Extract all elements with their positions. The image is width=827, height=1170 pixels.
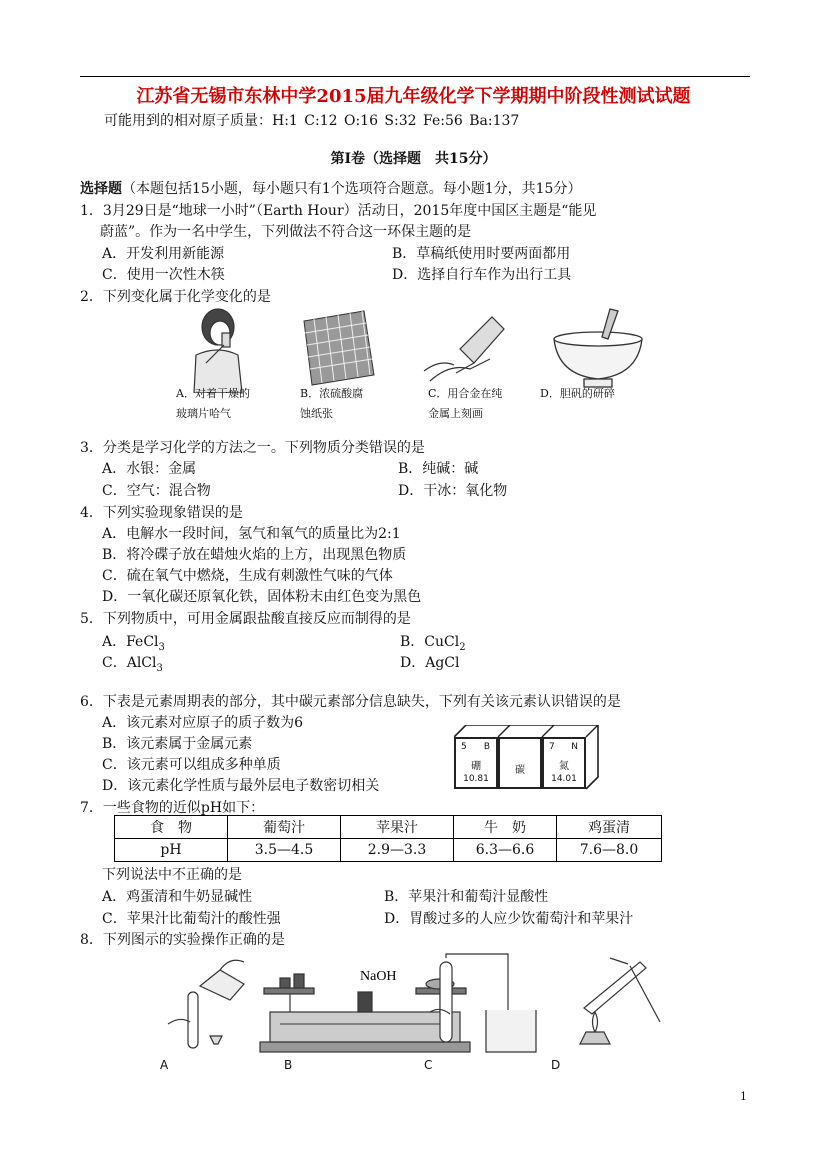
- table-cell: 食 物: [115, 816, 228, 839]
- table-cell: 葡萄汁: [228, 816, 341, 839]
- q6-option-b: B．该元素属于金属元素: [102, 736, 253, 752]
- cell-symbol: B: [483, 742, 490, 752]
- q3-stem: 3．分类是学习化学的方法之一。下列物质分类错误的是: [80, 440, 425, 456]
- table-cell: 鸡蛋清: [557, 816, 662, 839]
- airtight-check-picture: [430, 954, 536, 1052]
- cell-name: 碳: [515, 765, 525, 776]
- table-cell: 牛 奶: [454, 816, 557, 839]
- table-cell: pH: [115, 839, 228, 862]
- q8-stem: 8．下列图示的实验操作正确的是: [80, 932, 285, 948]
- cell-name: 氮: [559, 761, 569, 772]
- q8-label-c: C: [424, 1058, 433, 1072]
- heating-tube-picture: [580, 958, 660, 1044]
- q5-option-b: [400, 631, 466, 653]
- table-cell: 7.6—8.0: [557, 839, 662, 862]
- q1-option-a: A．开发利用新能源: [102, 246, 225, 262]
- q2-caption-c-line2: 金属上刻画: [428, 407, 483, 420]
- naoh-label: NaOH: [360, 969, 397, 984]
- q7-option-d: D．胃酸过多的人应少饮葡萄汁和苹果汁: [384, 911, 634, 927]
- intro-text: （本题包括15小题，每小题只有1个选项符合题意。每小题1分，共15分）: [122, 181, 582, 197]
- q6-option-a: A．该元素对应原子的质子数为6: [102, 715, 304, 731]
- page-title: 江苏省无锡市东林中学2015届九年级化学下学期期中阶段性测试试题: [136, 86, 691, 107]
- q8-label-d: D: [551, 1058, 561, 1072]
- table-cell: 6.3—6.6: [454, 839, 557, 862]
- section-title: 第Ⅰ卷（选择题 共15分）: [330, 151, 497, 167]
- q2-caption-b-line1: B．浓硫酸腐: [300, 387, 364, 400]
- mortar-pestle-picture: [554, 309, 642, 387]
- q2-caption-a: [176, 384, 250, 424]
- intro: [80, 178, 581, 198]
- q3-option-d: D．干冰：氧化物: [398, 483, 508, 499]
- q1-option-b: B．草稿纸使用时要两面都用: [392, 246, 571, 262]
- q2-caption-b-line2: 蚀纸张: [300, 407, 333, 420]
- cell-name: 硼: [471, 761, 481, 772]
- q8-illustrations: [160, 952, 670, 1062]
- q3-option-c: C．空气：混合物: [102, 483, 211, 499]
- table-row: [115, 839, 662, 862]
- page-number: 1: [740, 1090, 747, 1103]
- q8-label-a: A: [160, 1058, 169, 1072]
- ph-table: [114, 815, 662, 862]
- q4-option-a: A．电解水一段时间，氢气和氧气的质量比为2:1: [102, 526, 401, 542]
- q2-illustrations: [176, 305, 656, 393]
- q5-option-c: [102, 652, 163, 674]
- q7-option-a: A．鸡蛋清和牛奶显碱性: [102, 889, 253, 905]
- cell-number: 7: [549, 742, 555, 752]
- q2-caption-d-line1: D．胆矾的研碎: [540, 387, 615, 400]
- corroded-paper-picture: [304, 311, 374, 385]
- q6-option-c: C．该元素可以组成多种单质: [102, 757, 281, 773]
- q4-option-d: D．一氧化碳还原氧化铁，固体粉末由红色变为黑色: [102, 589, 422, 605]
- cell-mass: 10.81: [463, 774, 489, 784]
- q5-stem: 5．下列物质中，可用金属跟盐酸直接反应而制得的是: [80, 611, 411, 627]
- q7-option-c: C．苹果汁比葡萄汁的酸性强: [102, 911, 281, 927]
- q7-option-b: B．苹果汁和葡萄汁显酸性: [384, 889, 549, 905]
- alloy-scratch-picture: [424, 317, 504, 381]
- q3-option-a: A．水银：金属: [102, 461, 197, 477]
- table-cell: 2.9—3.3: [341, 839, 454, 862]
- q2-caption-b: [300, 384, 363, 424]
- intro-label: 选择题: [80, 181, 122, 197]
- q6-option-d: D．该元素化学性质与最外层电子数密切相关: [102, 778, 380, 794]
- q5-option-b-sub: 2: [459, 641, 466, 653]
- q2-caption-a-line2: 玻璃片哈气: [176, 407, 231, 420]
- q5-option-a: [102, 631, 165, 653]
- q1-stem-line2: 蔚蓝”。作为一名中学生，下列做法不符合这一环保主题的是: [100, 224, 472, 240]
- q2-caption-d: [540, 384, 615, 404]
- q1-option-d: D．选择自行车作为出行工具: [392, 267, 572, 283]
- q1-option-c: C．使用一次性木筷: [102, 267, 225, 283]
- atomic-masses: 可能用到的相对原子质量：H:1 C:12 O:16 S:32 Fe:56 Ba:137: [104, 113, 520, 129]
- q8-label-b: B: [284, 1058, 293, 1072]
- q5-option-d: D．AgCl: [400, 655, 460, 671]
- q5-option-a-sub: 3: [158, 641, 165, 653]
- q2-caption-c: [428, 384, 502, 424]
- q3-option-b: B．纯碱：碱: [398, 461, 479, 477]
- q4-stem: 4．下列实验现象错误的是: [80, 505, 243, 521]
- cell-number: 5: [461, 742, 467, 752]
- table-cell: 苹果汁: [341, 816, 454, 839]
- table-row: [115, 816, 662, 839]
- q4-option-c: C．硫在氧气中燃烧，生成有刺激性气味的气体: [102, 568, 393, 584]
- q7-stem: 7．一些食物的近似pH如下：: [80, 800, 265, 816]
- girl-breathing-picture: [194, 309, 242, 393]
- cell-mass: 14.01: [551, 774, 577, 784]
- q2-caption-c-line1: C．用合金在纯: [428, 387, 503, 400]
- q2-caption-a-line1: A．对着干燥的: [176, 387, 250, 400]
- periodic-block-3d-edges: [454, 725, 600, 791]
- cell-symbol: N: [571, 742, 578, 752]
- header-rule: [80, 76, 750, 77]
- q2-stem: 2．下列变化属于化学变化的是: [80, 289, 271, 305]
- q7-substem: 下列说法中不正确的是: [102, 867, 242, 883]
- balance-picture: [260, 974, 470, 1052]
- q5-option-c-text: C．AlCl: [102, 655, 157, 671]
- table-cell: 3.5—4.5: [228, 839, 341, 862]
- q5-option-b-text: B．CuCl: [400, 634, 460, 650]
- q5-option-a-text: A．FeCl: [102, 634, 159, 650]
- q1-stem-line1: 1．3月29日是“地球一小时”（Earth Hour）活动日，2015年度中国区主题是“能见: [80, 203, 597, 219]
- q5-option-c-sub: 3: [156, 662, 163, 674]
- q6-stem: 6．下表是元素周期表的部分，其中碳元素部分信息缺失，下列有关该元素认识错误的是: [80, 694, 621, 710]
- test-tube-pouring-picture: [168, 960, 244, 1048]
- q4-option-b: B．将冷碟子放在蜡烛火焰的上方，出现黑色物质: [102, 547, 407, 563]
